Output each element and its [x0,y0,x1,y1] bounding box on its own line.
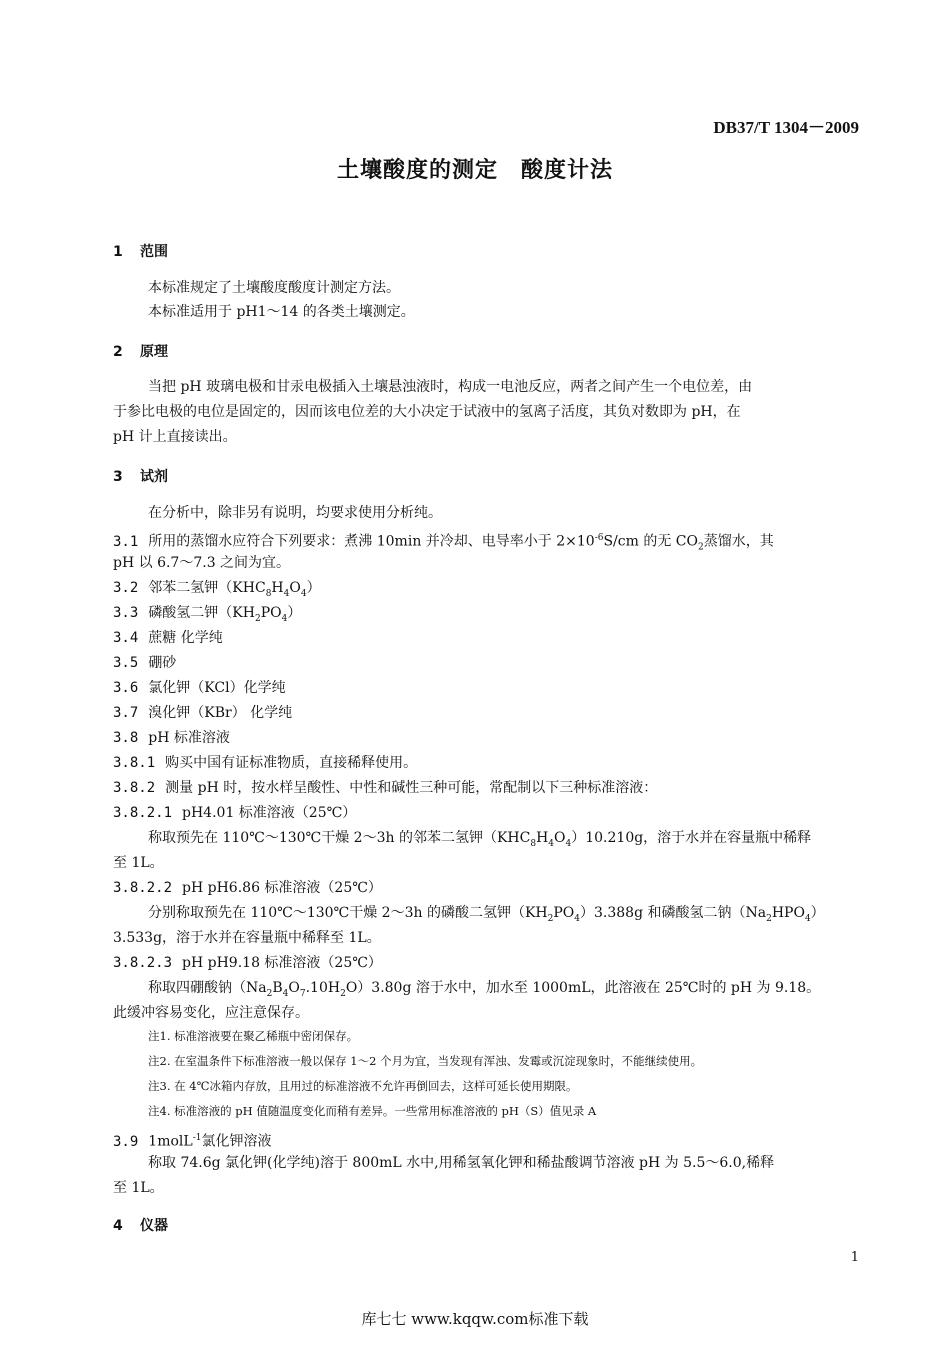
clause-3-8-2-2 [113,876,382,901]
clause-number: 3.6 [113,680,139,696]
section-heading-principle [113,341,168,361]
note-4: 注4. 标准溶液的 pH 值随温度变化而稍有差异。一些常用标准溶液的 pH（S）值见录 A [148,1104,597,1118]
clause-text: .10H [305,980,341,996]
clause-text: H [271,580,284,596]
clause-text: ） [810,905,825,921]
clause-text: pH pH9.18 标准溶液（25℃） [182,955,382,971]
clause-text: pH4.01 标准溶液（25℃） [182,805,357,821]
clause-number: 3.1 [113,533,139,550]
clause-text: 测量 pH 时，按水样呈酸性、中性和碱性三种可能，常配制以下三种标准溶液： [165,780,658,796]
clause-text: S/cm 的无 CO [603,533,698,550]
clause-3-8 [113,726,230,751]
subscript: 4 [282,988,289,999]
clause-text: 称取四硼酸钠（Na [148,980,267,996]
clause-text: 硼砂 [148,655,177,671]
section-title: 原理 [140,344,168,360]
section-heading-scope [113,241,168,261]
document-number: DB37/T 1304－2009 [713,118,859,137]
paragraph-line: pH 以 6.7～7.3 之间为宜。 [113,555,291,571]
note-2: 注2. 在室温条件下标准溶液一般以保存 1～2 个月为宜，当发现有浑浊、发霉或沉淀现象时，不能继续使用。 [148,1054,703,1068]
clause-text: ） [287,605,302,621]
subscript: 4 [548,838,555,849]
subscript: 4 [300,588,307,599]
clause-text: 蔗糖 化学纯 [148,630,223,646]
subscript: 2 [266,988,273,999]
clause-text: 所用的蒸馏水应符合下列要求：煮沸 10min 并冷却、电导率小于 2×10 [148,533,595,550]
clause-text: B [272,980,283,996]
section-number: 3 [113,469,123,485]
clause-number: 3.7 [113,705,139,721]
clause-3-5 [113,651,176,676]
clause-text: 氯化钾（KCl）化学纯 [148,680,286,696]
superscript: -6 [594,533,604,543]
subscript: 8 [530,838,537,849]
paragraph-line: 称取 74.6g 氯化钾(化学纯)溶于 800mL 水中,用稀氢氧化钾和稀盐酸调节溶液 pH 为 5.5～6.0,稀释 [148,1155,775,1171]
clause-text: 购买中国有证标准物质，直接稀释使用。 [165,755,418,771]
section-number: 4 [113,1218,123,1234]
paragraph-line: pH 计上直接读出。 [113,429,237,445]
subscript: 2 [547,913,554,924]
section-title: 试剂 [140,469,168,485]
clause-text: HPO [771,905,805,921]
clause-text: H [536,830,549,846]
clause-number: 3.8 [113,730,139,746]
footer-watermark: 库七七 www.kqqw.com标准下载 [361,1310,589,1328]
subscript: 2 [697,542,704,553]
clause-number: 3.8.1 [113,755,156,771]
section-title: 范围 [140,244,168,260]
paragraph-line: 至 1L。 [113,1180,164,1196]
subscript: 4 [804,913,811,924]
clause-number: 3.8.2.2 [113,880,173,896]
clause-text: ） [306,580,321,596]
clause-number: 3.4 [113,630,139,646]
clause-text: ）10.210g，溶于水并在容量瓶中稀释 [571,830,812,846]
section-number: 1 [113,244,123,260]
clause-text: O）3.80g 溶于水中，加水至 1000mL，此溶液在 25℃时的 pH 为 9.18。 [345,980,821,996]
section-number: 2 [113,344,123,360]
clause-text: O [288,980,300,996]
paragraph: 本标准适用于 pH1～14 的各类土壤测定。 [148,304,415,320]
paragraph: 本标准规定了土壤酸度酸度计测定方法。 [148,280,400,296]
clause-text: 蒸馏水，其 [703,533,774,550]
superscript: -1 [192,1133,202,1143]
clause-3-8-2 [113,776,657,801]
subscript: 4 [283,588,290,599]
subscript: 8 [265,588,272,599]
clause-3-8-1 [113,751,417,776]
clause-text: pH pH6.86 标准溶液（25℃） [182,880,382,896]
clause-text: ）3.388g 和磷酸氢二钠（Na [580,905,767,921]
paragraph-line: 此缓冲容易变化，应注意保存。 [113,1005,309,1021]
clause-text: 溴化钾（KBr） 化学纯 [148,705,293,721]
note-1: 注1. 标准溶液要在聚乙稀瓶中密闭保存。 [148,1029,359,1043]
clause-text: O [289,580,301,596]
paragraph: 在分析中，除非另有说明，均要求使用分析纯。 [148,505,442,521]
clause-text: 分别称取预先在 110℃～130℃干燥 2～3h 的磷酸二氢钾（KH [148,905,548,921]
clause-text: 邻苯二氢钾（KHC [148,580,266,596]
subscript: 2 [766,913,772,924]
paragraph-line: 至 1L。 [113,855,164,871]
clause-3-8-2-1 [113,801,356,826]
clause-3-4 [113,626,223,651]
clause-text: O [554,830,566,846]
clause-text: 称取预先在 110℃～130℃干燥 2～3h 的邻苯二氢钾（KHC [148,830,531,846]
page-title: 土壤酸度的测定 酸度计法 [336,158,613,183]
clause-3-7 [113,701,292,726]
clause-text: 磷酸氢二钾（KH [148,605,255,621]
clause-number: 3.9 [113,1133,139,1150]
clause-text: pH 标准溶液 [148,730,230,746]
page-number: 1 [850,1250,859,1265]
section-heading-reagents [113,466,168,486]
paragraph-line: 于参比电极的电位是固定的，因而该电位差的大小决定于试液中的氢离子活度，其负对数即为 pH，在 [113,404,741,420]
clause-number: 3.8.2.1 [113,805,173,821]
clause-3-6 [113,676,286,701]
clause-3-8-2-3 [113,951,382,976]
clause-text: 氯化钾溶液 [201,1133,272,1150]
subscript: 4 [574,913,580,924]
clause-number: 3.5 [113,655,139,671]
subscript: 4 [565,838,572,849]
clause-text: PO [553,905,575,921]
clause-number: 3.8.2.3 [113,955,173,971]
clause-text: PO [260,605,282,621]
clause-number: 3.8.2 [113,780,156,796]
subscript: 2 [254,613,261,624]
paragraph-line: 当把 pH 玻璃电极和甘汞电极插入土壤悬浊液时，构成一电池反应，两者之间产生一个电位差，由 [148,379,753,395]
note-3: 注3. 在 4℃冰箱内存放，且用过的标准溶液不允许再倒回去，这样可延长使用期限。 [148,1079,578,1093]
paragraph-line: 3.533g，溶于水并在容量瓶中稀释至 1L。 [113,930,381,946]
subscript: 7 [299,988,306,999]
subscript: 2 [340,988,346,999]
clause-number: 3.3 [113,605,139,621]
section-title: 仪器 [140,1218,168,1234]
clause-number: 3.2 [113,580,139,596]
clause-text: 1molL [148,1133,193,1150]
section-heading-apparatus [113,1215,168,1235]
subscript: 4 [281,613,288,624]
paragraph-line [148,826,811,857]
